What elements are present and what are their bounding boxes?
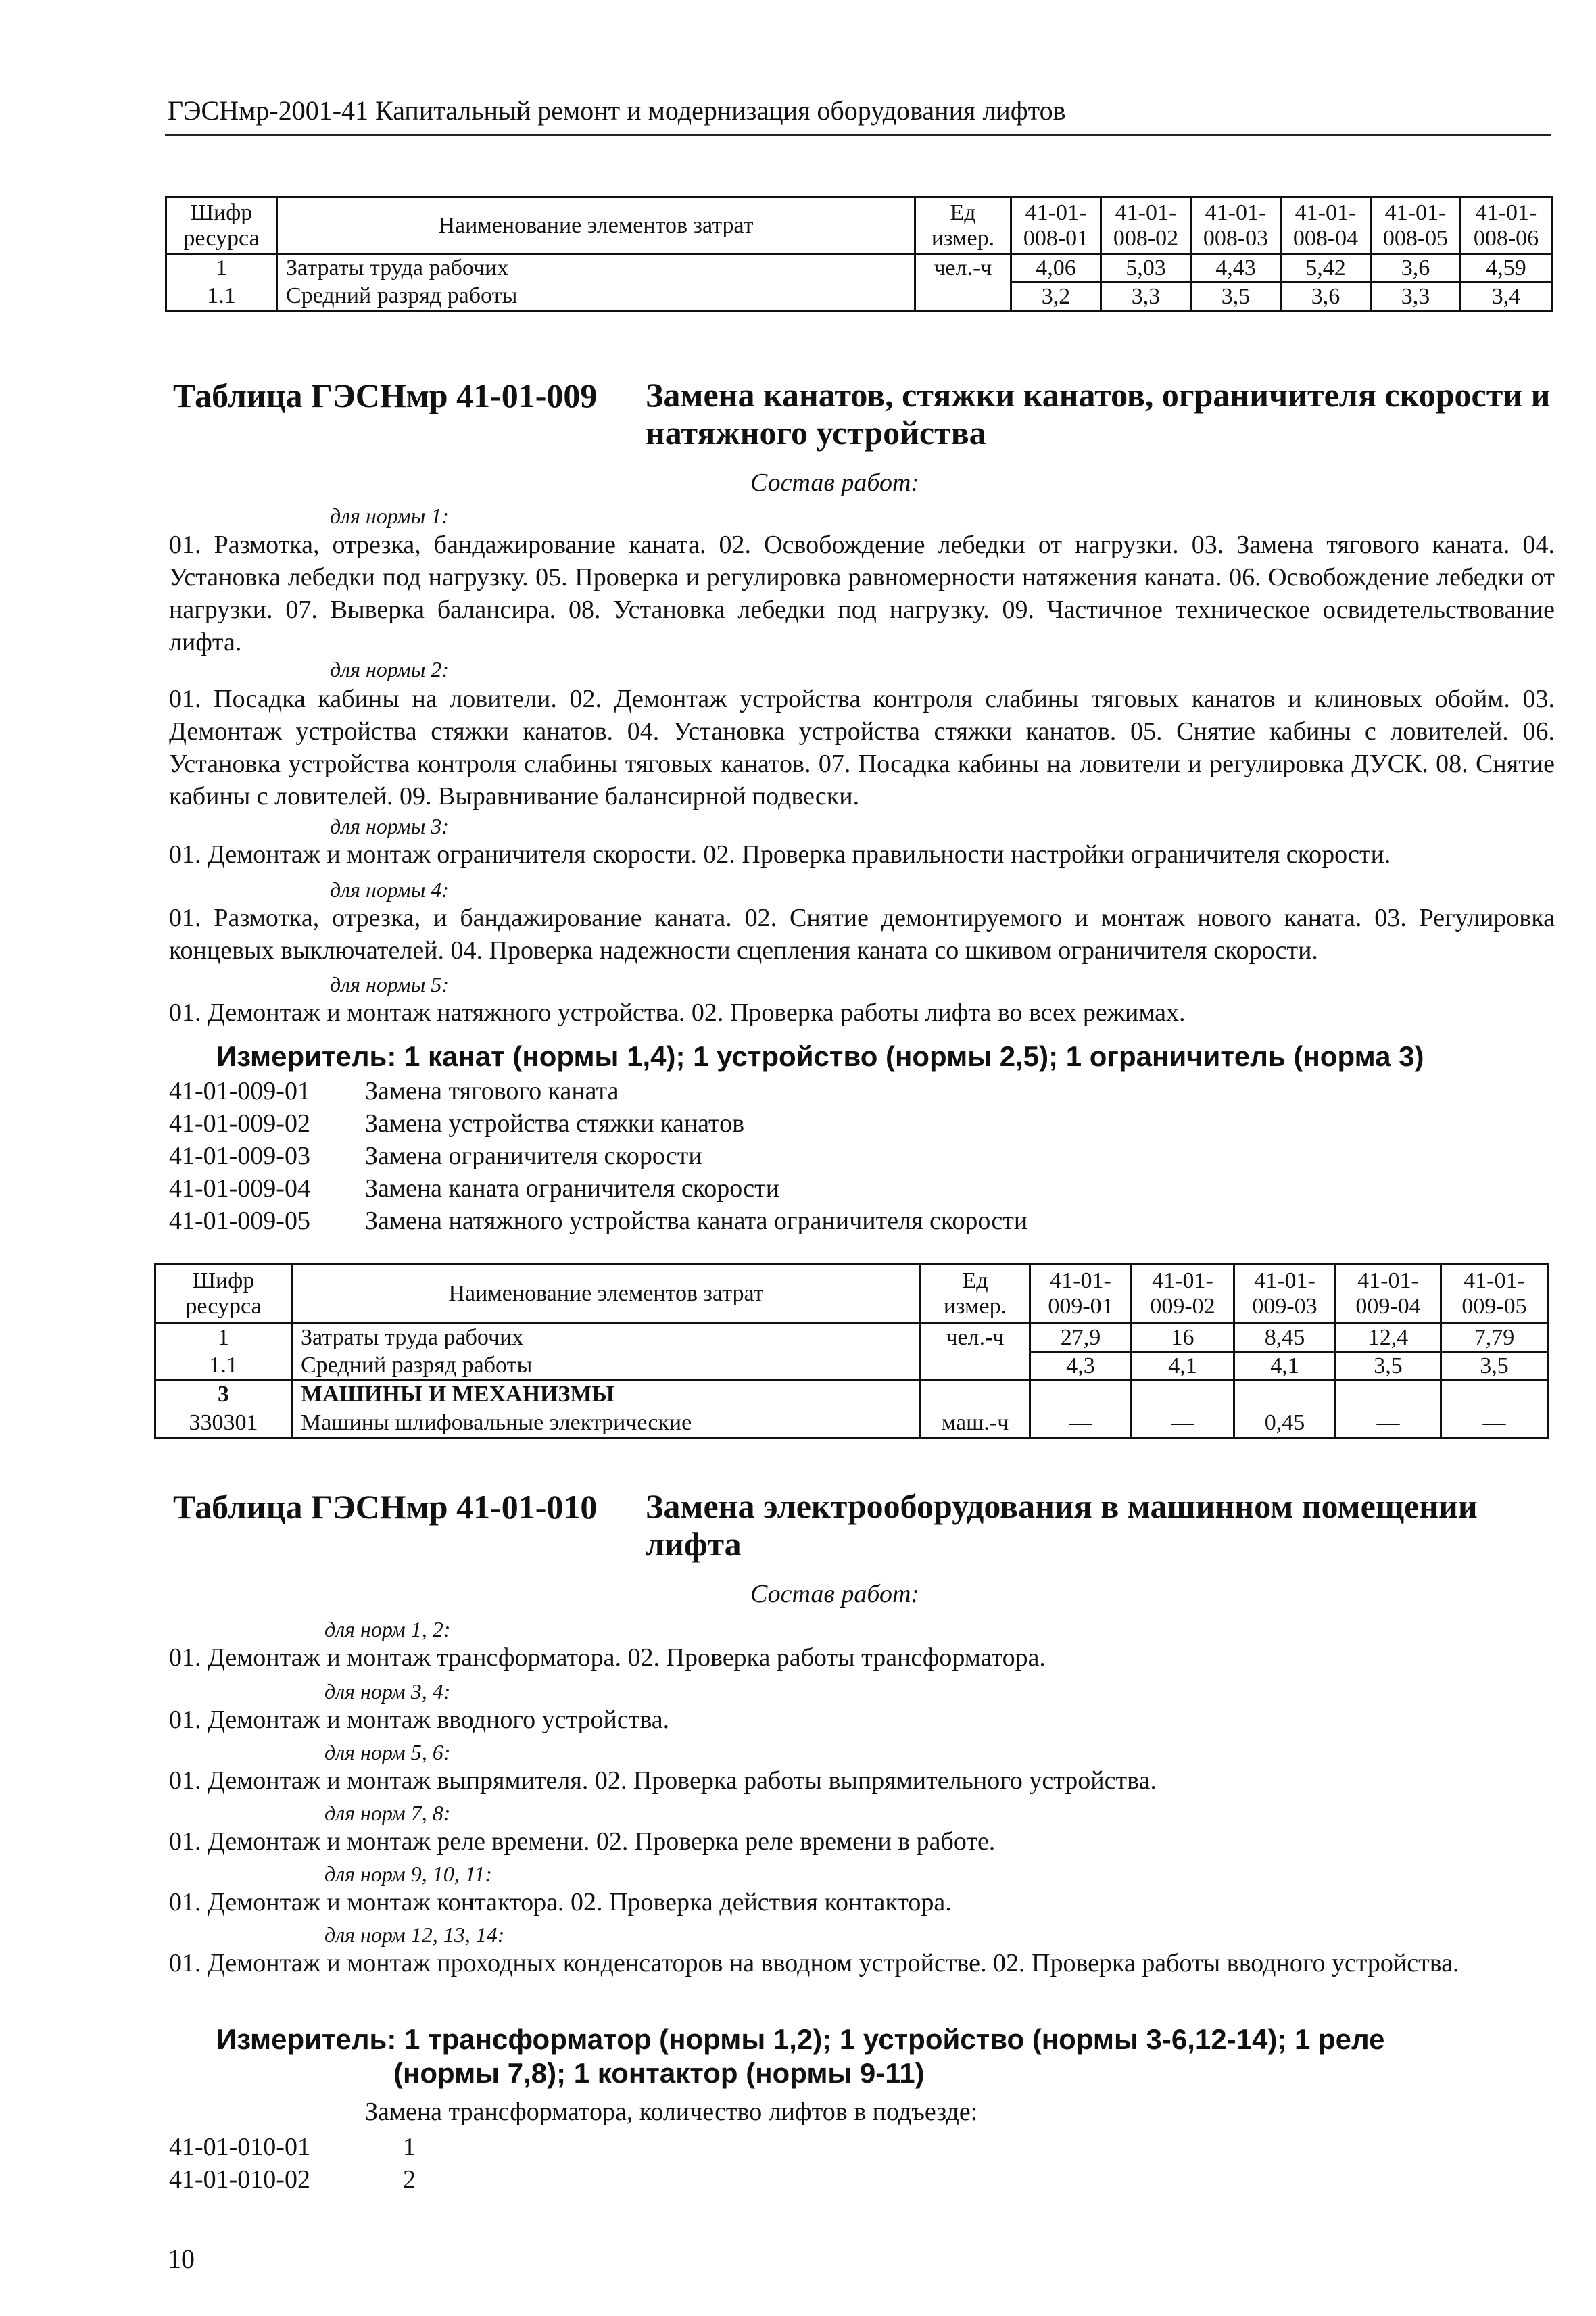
norm-description: Замена натяжного устройства каната ограничителя скорости <box>365 1207 1028 1235</box>
norm-label: для норм 7, 8: <box>324 1801 451 1825</box>
norm-description: Замена ограничителя скорости <box>365 1142 702 1170</box>
sostav-heading: Состав работ: <box>750 468 920 497</box>
header-cell-unit: Ед измер. <box>915 197 1011 254</box>
header-cell-norm: 41-01- 008-02 <box>1101 197 1191 254</box>
header-cell-shifr: Шифр ресурса <box>166 197 277 254</box>
table-title-009: Замена канатов, стяжки канатов, ограничителя скорости и натяжного устройства <box>646 376 1551 452</box>
norm-label: для норм 1, 2: <box>324 1617 451 1641</box>
norm-label: для норм 5, 6: <box>324 1740 451 1764</box>
header-cell-norm: 41-01- 009-01 <box>1030 1264 1132 1324</box>
norm-text: 01. Демонтаж и монтаж выпрямителя. 02. Проверка работы выпрямительного устройства. <box>169 1766 1157 1795</box>
header-cell-norm: 41-01- 009-02 <box>1132 1264 1234 1324</box>
norm-code: 41-01-010-02 <box>169 2165 310 2194</box>
table-row: 1.1 Средний разряд работы 4,3 4,1 4,1 3,5 3,5 <box>155 1352 1548 1380</box>
norm-text: 01. Демонтаж и монтаж реле времени. 02. Проверка реле времени в работе. <box>169 1827 996 1856</box>
norm-text: 01. Демонтаж и монтаж натяжного устройства. 02. Проверка работы лифта во всех режимах. <box>169 998 1186 1027</box>
norm-code: 41-01-009-05 <box>169 1207 310 1235</box>
norm-label: для нормы 4: <box>330 877 450 902</box>
norm-text: 01. Демонтаж и монтаж трансформатора. 02. Проверка работы трансформатора. <box>169 1643 1046 1672</box>
norm-description: Замена тягового каната <box>365 1077 619 1105</box>
header-cell-norm: 41-01- 008-05 <box>1371 197 1461 254</box>
norm-label: для нормы 3: <box>330 814 450 838</box>
norm-text: 01. Размотка, отрезка, и бандажирование каната. 02. Снятие демонтируемого и монтаж нового каната. 03. Регулировка концевых выключателей. 04. Проверка надежности сцепления каната со шкивом ограничителя скорости. <box>169 904 1555 965</box>
norm-text: 01. Демонтаж и монтаж проходных конденсаторов на вводном устройстве. 02. Проверка работы вводного устройства. <box>169 1949 1459 1977</box>
header-cell-name: Наименование элементов затрат <box>292 1264 921 1324</box>
table-row: 1.1 Средний разряд работы 3,2 3,3 3,5 3,6 3,3 3,4 <box>166 283 1552 311</box>
norm-description: Замена каната ограничителя скорости <box>365 1174 780 1203</box>
table-row: 3 МАШИНЫ И МЕХАНИЗМЫ <box>155 1380 1548 1409</box>
table-label-010: Таблица ГЭСНмр 41-01-010 <box>173 1488 598 1526</box>
measure-line: Измеритель: 1 трансформатор (нормы 1,2); 1 устройство (нормы 3-6,12-14); 1 реле <box>216 2023 1385 2055</box>
header-cell-norm: 41-01- 009-05 <box>1441 1264 1548 1324</box>
norm-text: 01. Размотка, отрезка, бандажирование каната. 02. Освобождение лебедки от нагрузки. 03. Замена тягового каната. 04. Установка лебедки под нагрузку. 05. Проверка и регулировка равномерности натяжения каната. 06. Освобождение лебедки от нагрузки. 07. Выверка балансира. 08. Установка лебедки под нагрузку. 09. Частичное техническое освидетельствование лифта. <box>169 531 1555 656</box>
sostav-heading: Состав работ: <box>750 1580 920 1608</box>
page-number: 10 <box>168 2244 195 2274</box>
header-cell-norm: 41-01- 008-01 <box>1011 197 1101 254</box>
norm-label: для норм 9, 10, 11: <box>324 1862 492 1886</box>
running-header: ГЭСНмр-2001-41 Капитальный ремонт и модернизация оборудования лифтов <box>168 95 1066 126</box>
header-cell-norm: 41-01- 008-04 <box>1281 197 1371 254</box>
header-cell-shifr: Шифр ресурса <box>155 1264 292 1324</box>
measure-line: (нормы 7,8); 1 контактор (нормы 9-11) <box>393 2057 925 2089</box>
norm-code: 41-01-009-01 <box>169 1077 310 1105</box>
norm-text: 01. Посадка кабины на ловители. 02. Демонтаж устройства контроля слабины тяговых канатов и клиновых обойм. 03. Демонтаж устройства стяжки канатов. 04. Установка устройства стяжки канатов. 05. Снятие кабины с ловителей. 06. Установка устройства контроля слабины тяговых канатов. 07. Посадка кабины на ловители и регулировка ДУСК. 08. Снятие кабины с ловителей. 09. Выравнивание балансирной подвески. <box>169 685 1555 811</box>
norm-label: для нормы 1: <box>330 504 450 528</box>
table-row: 1 Затраты труда рабочих чел.-ч 27,9 16 8,45 12,4 7,79 <box>155 1324 1548 1352</box>
norm-description: Замена устройства стяжки канатов <box>365 1109 745 1138</box>
norm-code: 41-01-009-02 <box>169 1109 310 1138</box>
norm-description: 1 <box>403 2133 416 2161</box>
header-cell-norm: 41-01- 009-04 <box>1336 1264 1441 1324</box>
header-cell-norm: 41-01- 008-03 <box>1191 197 1281 254</box>
header-cell-norm: 41-01- 008-06 <box>1461 197 1552 254</box>
norm-text: 01. Демонтаж и монтаж контактора. 02. Проверка действия контактора. <box>169 1888 952 1916</box>
cost-table-009 <box>154 1263 1549 1439</box>
header-cell-unit: Ед измер. <box>921 1264 1030 1324</box>
cost-table-008 <box>165 196 1553 312</box>
norm-code: 41-01-010-01 <box>169 2133 310 2161</box>
header-cell-name: Наименование элементов затрат <box>277 197 915 254</box>
header-rule <box>165 134 1551 136</box>
norm-label: для норм 3, 4: <box>324 1679 451 1704</box>
subtable-caption: Замена трансформатора, количество лифтов в подъезде: <box>365 2098 978 2126</box>
norm-label: для норм 12, 13, 14: <box>324 1923 505 1947</box>
table-row: 1 Затраты труда рабочих чел.-ч 4,06 5,03 4,43 5,42 3,6 4,59 <box>166 254 1552 283</box>
norm-label: для нормы 2: <box>330 657 450 681</box>
table-title-010: Замена электрооборудования в машинном помещении лифта <box>646 1487 1478 1563</box>
norm-text: 01. Демонтаж и монтаж ограничителя скорости. 02. Проверка правильности настройки ограничителя скорости. <box>169 840 1391 869</box>
table-row: 330301 Машины шлифовальные электрические маш.-ч — — 0,45 — — <box>155 1409 1548 1439</box>
table-label-009: Таблица ГЭСНмр 41-01-009 <box>173 377 598 414</box>
norm-description: 2 <box>403 2165 416 2194</box>
header-cell-norm: 41-01- 009-03 <box>1234 1264 1336 1324</box>
norm-text: 01. Демонтаж и монтаж вводного устройства. <box>169 1706 670 1734</box>
norm-label: для нормы 5: <box>330 972 450 996</box>
norm-code: 41-01-009-04 <box>169 1174 310 1203</box>
norm-code: 41-01-009-03 <box>169 1142 310 1170</box>
measure-line: Измеритель: 1 канат (нормы 1,4); 1 устройство (нормы 2,5); 1 ограничитель (норма 3) <box>216 1040 1424 1072</box>
